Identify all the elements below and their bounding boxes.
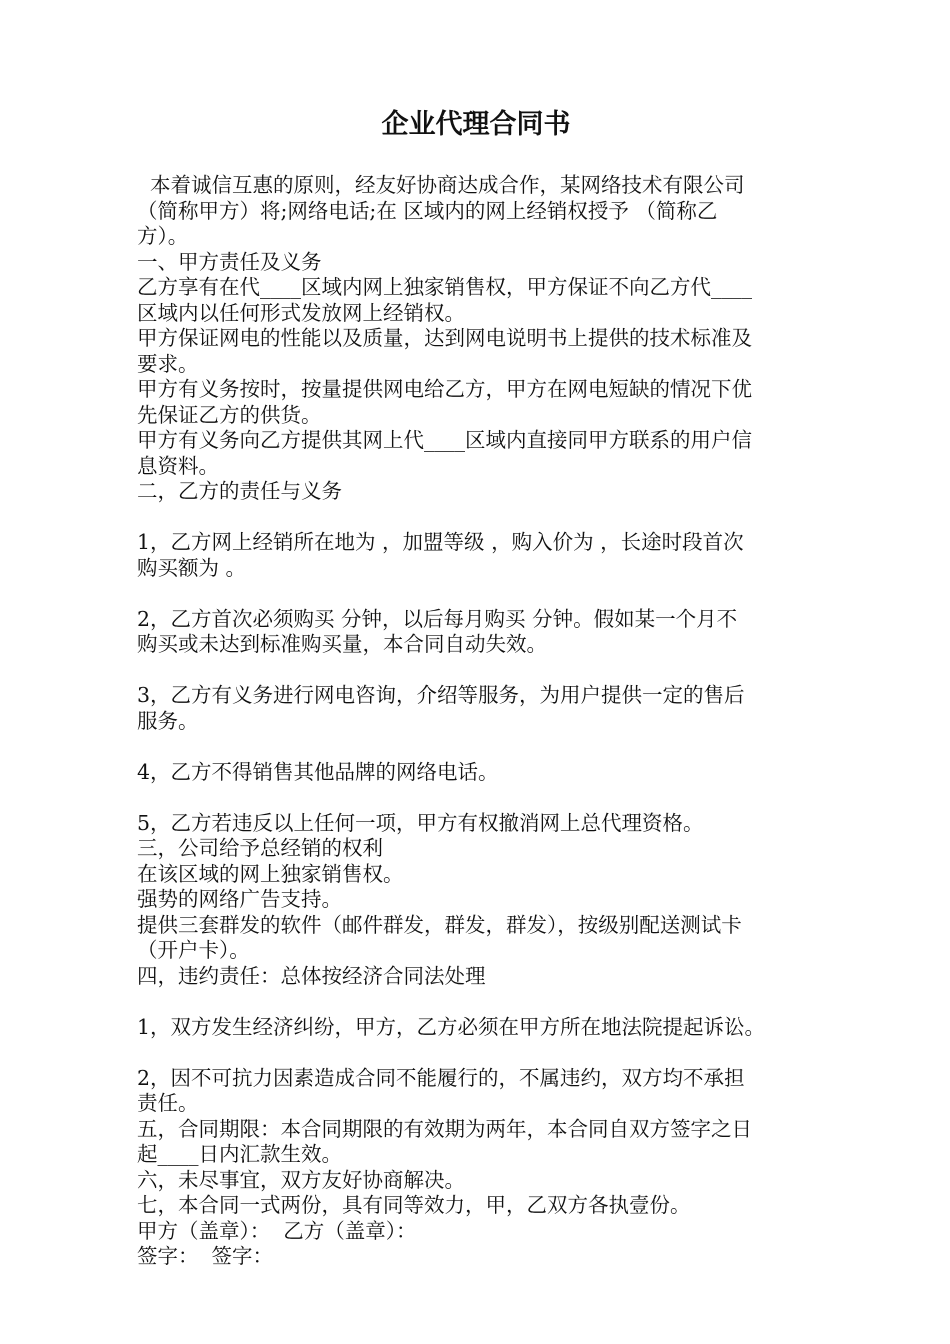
text-line: （简称甲方）将;网络电话;在 区域内的网上经销权授予 （简称乙 [137, 198, 718, 223]
text-line: 强势的网络广告支持。 [137, 887, 342, 911]
text-line: 甲方有义务向乙方提供其网上代____区域内直接同甲方联系的用户信 [137, 428, 752, 452]
blank-line [137, 989, 815, 1015]
text-line: 息资料。 [137, 453, 219, 478]
blank-line [137, 581, 815, 607]
text-line: 在该区域的网上独家销售权。 [137, 861, 404, 886]
text-line: 购买额为 。 [137, 555, 247, 580]
document-body [137, 173, 815, 1270]
blank-line [137, 785, 815, 811]
text-line: 服务。 [137, 708, 199, 733]
text-line: 3，乙方有义务进行网电咨询，介绍等服务，为用户提供一定的售后 [137, 683, 745, 707]
text-line: 甲方（盖章）： 乙方（盖章）： [137, 1218, 417, 1243]
text-line: 甲方有义务按时，按量提供网电给乙方，甲方在网电短缺的情况下优 [137, 377, 752, 401]
text-line: 先保证乙方的供货。 [137, 402, 322, 427]
text-line: 责任。 [137, 1091, 199, 1115]
text-line: 方）。 [137, 224, 189, 248]
text-line: 起____日内汇款生效。 [137, 1142, 342, 1166]
text-line: 七，本合同一式两份，具有同等效力，甲，乙双方各执壹份。 [137, 1193, 691, 1217]
text-line: 购买或未达到标准购买量，本合同自动失效。 [137, 632, 547, 656]
text-line: 五，合同期限：本合同期限的有效期为两年，本合同自双方签字之日 [137, 1116, 752, 1141]
text-line: 1，乙方网上经销所在地为 ，加盟等级 ，购入价为 ，长途时段首次 [137, 530, 744, 554]
text-line: 区域内以任何形式发放网上经销权。 [137, 300, 465, 325]
text-line: 六，未尽事宜，双方友好协商解决。 [137, 1167, 465, 1192]
text-line: 本着诚信互惠的原则，经友好协商达成合作，某网络技术有限公司 [137, 173, 745, 197]
blank-line [137, 1040, 815, 1066]
text-line: 2，因不可抗力因素造成合同不能履行的，不属违约，双方均不承担 [137, 1065, 745, 1090]
text-line: 1，双方发生经济纠纷，甲方，乙方必须在甲方所在地法院提起诉讼。 [137, 1014, 766, 1039]
text-line: 提供三套群发的软件（邮件群发，群发，群发），按级别配送测试卡 [137, 912, 742, 937]
blank-line [137, 734, 815, 760]
text-line: 一、甲方责任及义务 [137, 249, 322, 274]
text-line: 2，乙方首次必须购买 分钟，以后每月购买 分钟。假如某一个月不 [137, 606, 738, 631]
text-line: 5，乙方若违反以上任何一项，甲方有权撤消网上总代理资格。 [137, 810, 704, 835]
text-line: 要求。 [137, 351, 199, 376]
blank-line [137, 505, 815, 531]
text-line: 4，乙方不得销售其他品牌的网络电话。 [137, 759, 499, 784]
text-line: 乙方享有在代____区域内网上独家销售权，甲方保证不向乙方代____ [137, 275, 752, 299]
text-line: 二，乙方的责任与义务 [137, 479, 342, 503]
text-line: 签字： 签字： [137, 1244, 274, 1268]
document-title: 企业代理合同书 [381, 109, 571, 140]
text-line: 三，公司给予总经销的权利 [137, 836, 383, 860]
text-line: 四，违约责任：总体按经济合同法处理 [137, 963, 486, 988]
blank-line [137, 658, 815, 684]
text-line: （开户卡）。 [137, 938, 250, 962]
text-line: 甲方保证网电的性能以及质量，达到网电说明书上提供的技术标准及 [137, 326, 752, 350]
